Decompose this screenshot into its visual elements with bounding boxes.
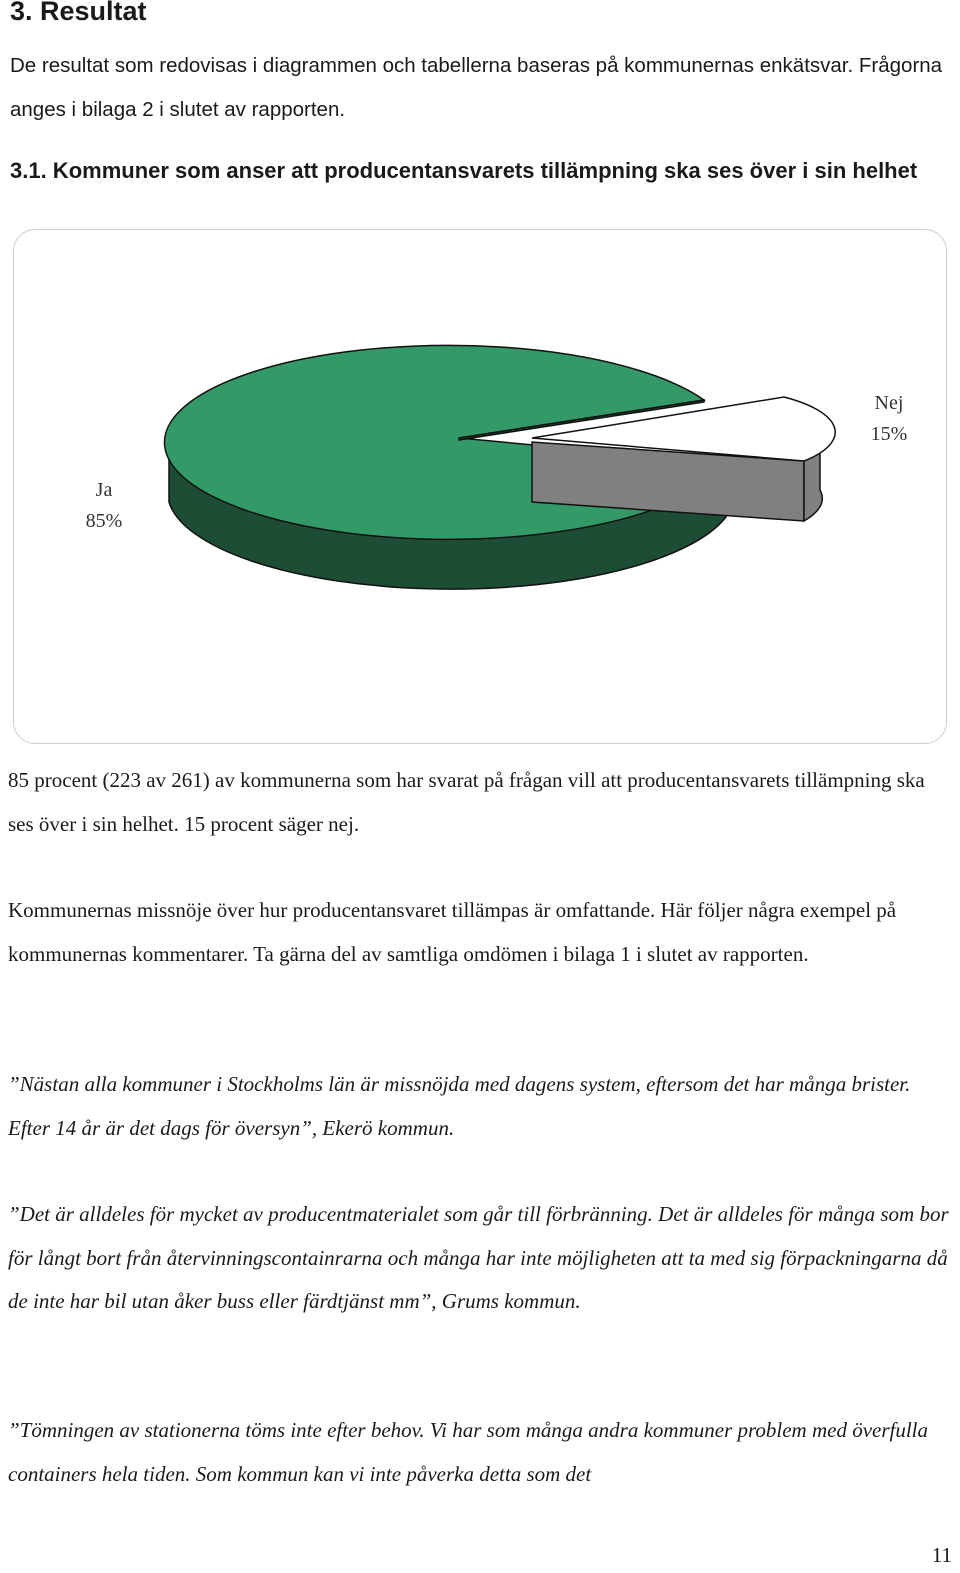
commentary-paragraph: Kommunernas missnöje över hur producentansvaret tillämpas är omfattande. Här följer några exempel på kommunernas kommentarer. Ta gärna del av samtliga omdömen i bilaga 1 i slutet av rapporten. [8,898,897,966]
quote-ekero: ”Nästan alla kommuner i Stockholms län är missnöjda med dagens system, eftersom det har många brister. Efter 14 år är det dags för översyn”, Ekerö kommun. [8,1072,911,1140]
pie-label-nej-name: Nej [874,392,904,414]
quote-grums: ”Det är alldeles för mycket av producentmaterialet som går till förbränning. Det är alldeles för många som bor för långt bort från återvinningscontainrarna och många har inte möjligheten att ta med sig förpackningarna då de inte har bil utan åker buss eller färdtjänst mm”, Grums kommun. [8,1202,949,1313]
page-number: 11 [931,1543,952,1567]
pie-chart [14,230,948,745]
quote-tomningen: ”Tömningen av stationerna töms inte efter behov. Vi har som många andra kommuner problem med överfulla containers hela tiden. Som kommun kan vi inte påverka detta som det [8,1418,929,1486]
subsection-heading: 3.1. Kommuner som anser att producentansvarets tillämpning ska ses över i sin helhet [10,158,918,183]
pie-label-ja-name: Ja [95,479,113,501]
section-heading: 3. Resultat [10,0,147,26]
intro-paragraph: De resultat som redovisas i diagrammen och tabellerna baseras på kommunernas enkätsvar. Frågorna anges i bilaga 2 i slutet av rapporten. [10,54,943,121]
pie-chart-frame [13,229,947,744]
result-paragraph: 85 procent (223 av 261) av kommunerna som har svarat på frågan vill att producentansvarets tillämpning ska ses över i sin helhet. 15 procent säger nej. [8,768,925,836]
pie-label-ja-value: 85% [85,510,123,532]
pie-label-nej-value: 15% [870,423,908,445]
